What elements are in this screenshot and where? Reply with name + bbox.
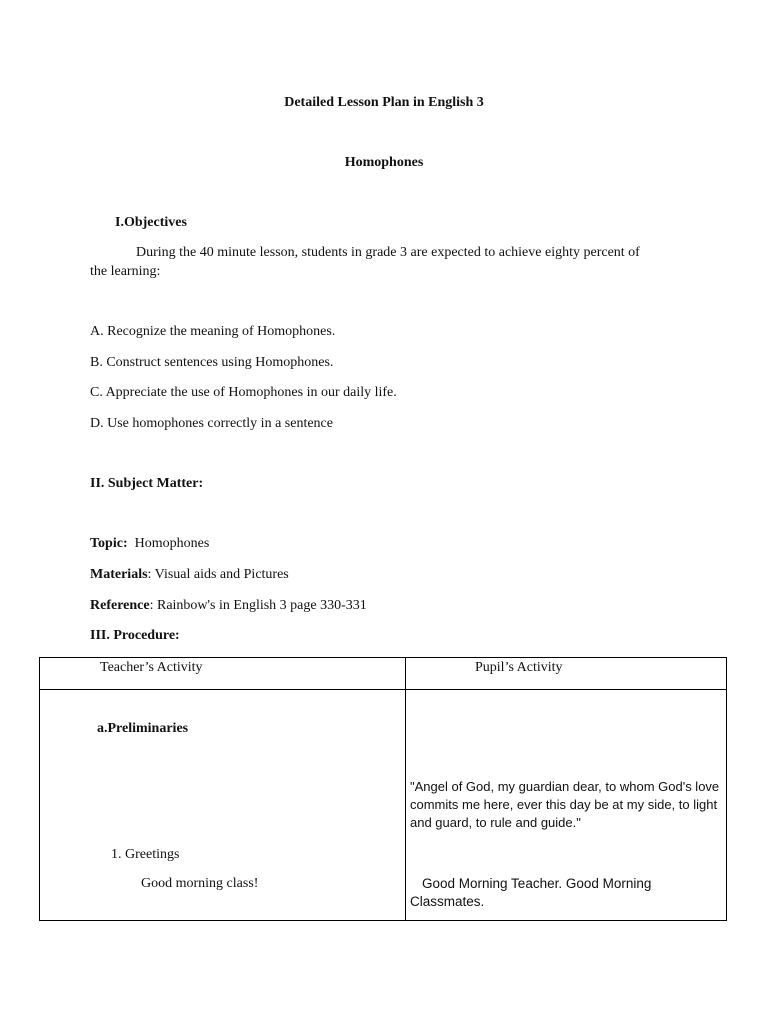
objective-item-c: C. Appreciate the use of Homophones in our daily life.: [90, 385, 397, 400]
objectives-heading: I.Objectives: [115, 215, 187, 230]
objective-item-b: B. Construct sentences using Homophones.: [90, 355, 334, 370]
materials-value: : Visual aids and Pictures: [147, 567, 289, 582]
document-subtitle: Homophones: [344, 155, 424, 170]
objective-item-d: D. Use homophones correctly in a sentence: [90, 416, 333, 431]
materials-label: Materials: [90, 567, 148, 582]
topic-label: Topic:: [90, 536, 128, 551]
pupil-prayer: "Angel of God, my guardian dear, to whom God's love commits me here, ever this day be at my side, to light and guard, to rule and guide.": [410, 779, 720, 830]
pupil-activity-header: Pupil’s Activity: [475, 660, 563, 675]
objectives-intro-line-2: the learning:: [90, 264, 161, 279]
pupil-greeting-cell: [410, 875, 710, 911]
document-title: Detailed Lesson Plan in English 3: [284, 95, 484, 110]
table-column-divider: [405, 658, 406, 920]
topic-line: [90, 536, 209, 552]
greetings-item: 1. Greetings: [111, 847, 180, 862]
preliminaries-heading: a.Preliminaries: [97, 721, 189, 736]
teacher-greeting: Good morning class!: [141, 876, 259, 891]
objective-item-a: A. Recognize the meaning of Homophones.: [90, 324, 336, 339]
objectives-intro-line-1: During the 40 minute lesson, students in grade 3 are expected to achieve eighty percent of: [136, 245, 640, 260]
teacher-activity-header: Teacher’s Activity: [100, 660, 203, 675]
procedure-table: [39, 657, 727, 921]
materials-line: [90, 567, 289, 583]
table-header-divider: [40, 689, 726, 690]
topic-value: Homophones: [134, 536, 210, 551]
procedure-heading: III. Procedure:: [90, 628, 180, 643]
subject-matter-heading: II. Subject Matter:: [90, 476, 204, 491]
reference-value: : Rainbow's in English 3 page 330-331: [149, 598, 367, 613]
pupil-greeting: Good Morning Teacher. Good Morning Classmates.: [410, 876, 652, 909]
reference-line: [90, 598, 367, 614]
reference-label: Reference: [90, 598, 150, 613]
